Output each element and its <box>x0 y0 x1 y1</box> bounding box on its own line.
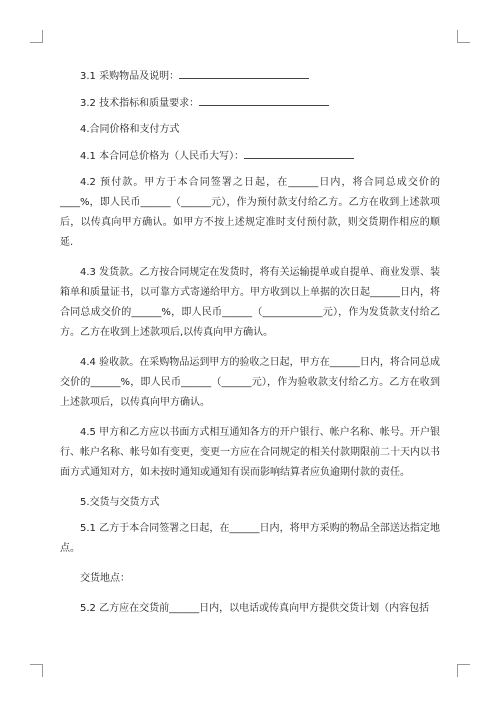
section-4-heading: 4.合同价格和支付方式 <box>80 124 180 135</box>
clause-4-2: 4.2 预付款。甲方于本合同签署之日起，在______日内，将合同总成交价的 ____%，即人民币______（______元），作为预付款支付给乙方。乙方在收到上述款项后，以传真向甲方确认。如甲方不按上述规定准时支付预付款，则交货期作相应的顺延. <box>60 177 440 248</box>
clause-3-1 <box>60 66 440 87</box>
clause-4-5: 4.5 甲方和乙方应以书面方式相互通知各方的开户银行、帐户名称、帐号。开户银行、帐户名称、帐号如有变更，变更一方应在合同规定的相关付款期限前二十天内以书面方式通知对方，如未按时通知或通知有误而影响结算者应负逾期付款的责任。 <box>60 427 440 478</box>
clause-4-4: 4.4 验收款。在采购物品运到甲方的验收之日起，甲方在______日内，将合同总成交价的______%，即人民币______（______元），作为验收款支付给乙方。乙方在收到上述款项后，以传真向甲方确认。 <box>60 357 440 408</box>
section-5-heading: 5.交货与交货方式 <box>80 497 160 508</box>
crop-mark-top-right <box>457 30 470 43</box>
crop-mark-bottom-right <box>457 664 470 677</box>
clause-4-3: 4.3 发货款。乙方按合同规定在发货时，将有关运输提单或自提单、商业发票、装箱单和质量证书，以可靠方式寄递给甲方。甲方收到以上单据的次日起______日内，将合同总成交价的______%，即人民币______（____________元），作为发货款支付给乙方。乙方在收到上述款项后,以传真向甲方确认。 <box>60 267 440 338</box>
crop-mark-bottom-left <box>30 664 43 677</box>
clause-5-1: 5.1 乙方于本合同签署之日起，在______日内，将甲方采购的物品全部送达指定地点。 <box>60 523 440 554</box>
blank-line <box>179 66 309 79</box>
delivery-place-label: 交货地点： <box>80 573 130 584</box>
document-page <box>60 66 440 619</box>
clause-4-1-text: 4.1 本合同总价格为（人民币大写）： <box>80 151 245 162</box>
clause-3-2 <box>60 93 440 114</box>
blank-line <box>199 93 329 106</box>
clause-3-2-text: 3.2 技术指标和质量要求： <box>80 98 200 109</box>
clause-4-1 <box>60 146 440 167</box>
blank-line <box>244 146 354 159</box>
clause-5-2: 5.2 乙方应在交货前______日内，以电话或传真向甲方提供交货计划（内容包括 <box>80 603 430 614</box>
clause-3-1-text: 3.1 采购物品及说明： <box>80 71 180 82</box>
crop-mark-top-left <box>30 30 43 43</box>
